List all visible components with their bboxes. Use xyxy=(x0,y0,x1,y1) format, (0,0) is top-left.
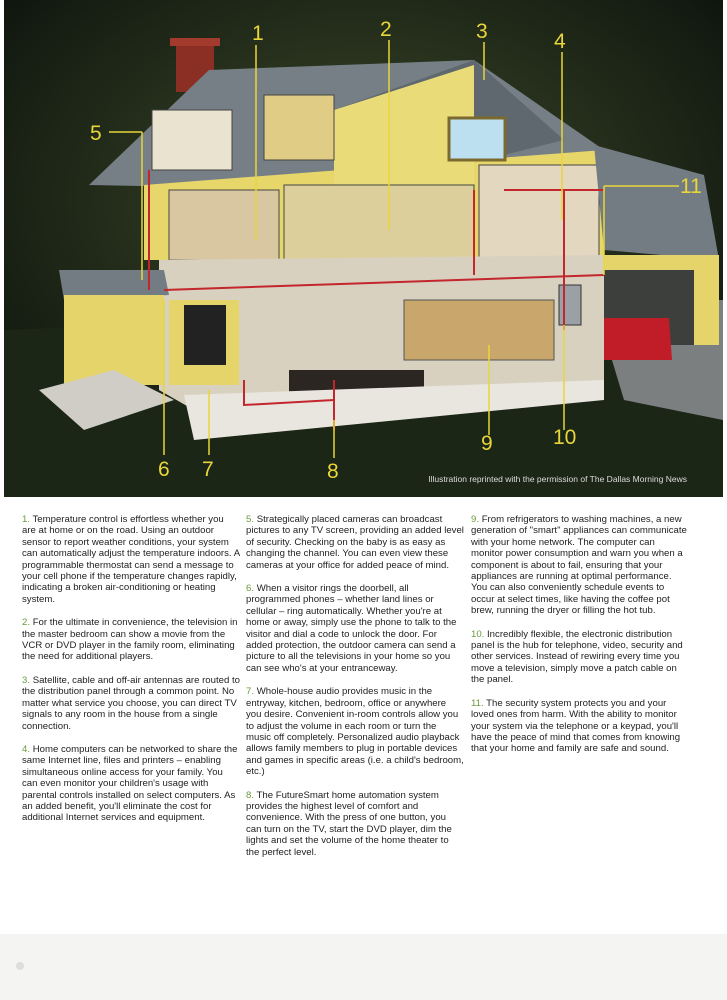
callout-5: 5 xyxy=(90,122,102,145)
callout-7: 7 xyxy=(202,458,214,481)
item-7: 7. Whole-house audio provides music in the entryway, kitchen, bedroom, office or anywhere you desire. Convenient in-room controls allow you to adjust the volume in each room or turn the music off completely. Personalized audio playback allows family members to plug in portable devices and games in specific areas (i.e. a child's bedroom, etc.) xyxy=(246,686,464,778)
text-column-1 xyxy=(22,514,240,836)
callout-6: 6 xyxy=(158,458,170,481)
item-5: 5. Strategically placed cameras can broadcast pictures to any TV screen, providing an added level of security. Checking on the baby is as easy as changing the channel. You can even view these cameras at your office for added peace of mind. xyxy=(246,514,464,571)
item-6: 6. When a visitor rings the doorbell, all programmed phones – whether land lines or cellular – ring automatically. Whether you're at home or away, simply use the phone to talk to the visitor and dial a code to unlock the door. For added protection, the outdoor camera can send a picture to all the televisions in your home so you can see who's at your entranceway. xyxy=(246,583,457,674)
page-footer-strip xyxy=(0,934,727,1000)
callout-8: 8 xyxy=(327,460,339,483)
red-car xyxy=(602,318,672,360)
page-mark xyxy=(16,962,24,970)
item-3: 3. Satellite, cable and off-air antennas are routed to the distribution panel through a common point. No matter what service you choose, you can direct TV signals to any room in the house from a single connection. xyxy=(22,674,240,732)
callout-9: 9 xyxy=(481,432,493,455)
illustration-credit: Illustration reprinted with the permission of The Dallas Morning News xyxy=(428,474,687,484)
item-2: 2. For the ultimate in convenience, the television in the master bedroom can show a movie from the VCR or DVD player in the family room, eliminating the need for additional players. xyxy=(22,617,238,663)
callout-10: 10 xyxy=(553,426,577,449)
item-11: 11. The security system protects you and your loved ones from harm. With the ability to monitor your system via the telephone or a keypad, you'll have the peace of mind that comes from knowing that your home and family are safe and sound. xyxy=(471,697,681,755)
callout-4: 4 xyxy=(554,30,566,53)
house-cutaway-drawing xyxy=(4,0,723,497)
text-column-3 xyxy=(471,514,689,767)
callout-1: 1 xyxy=(252,22,264,45)
item-10: 10. Incredibly flexible, the electronic distribution panel is the hub for telephone, video, security and other services. Instead of rewiring every time you move a television, simply move a patch cable on the panel. xyxy=(471,628,683,686)
callout-11: 11 xyxy=(680,175,702,198)
text-column-2 xyxy=(246,514,464,870)
callout-3: 3 xyxy=(476,20,488,43)
item-1: 1. Temperature control is effortless whether you are at home or on the road. Using an outdoor sensor to report weather conditions, your system can automatically adjust the temperature indoors. A programmable thermostat can send a message to your cell phone if the temperature changes rapidly, indicating a broken air-conditioning or heating system. xyxy=(22,514,240,605)
item-4: 4. Home computers can be networked to share the same Internet line, files and printers – enabling simultaneous online access for your family. You can even monitor your children's usage with parental controls installed on select computers. As an added benefit, you'll eliminate the cost for additional Internet services and equipment. xyxy=(22,743,238,824)
house-illustration xyxy=(4,0,723,497)
item-9: 9. From refrigerators to washing machines, a new generation of "smart" appliances can communicate with your home network. The computer can monitor power consumption and warn you when a component is about to fail, ensuring that your appliances are running at optimal performance. You can also conveniently schedule events to occur at select times, like having the coffee pot brew, running the dryer or filling the hot tub. xyxy=(471,514,687,617)
item-8: 8. The FutureSmart home automation system provides the highest level of comfort and convenience. With the press of one button, you can turn on the TV, start the DVD player, dim the lights and set the volume of the home theater to the perfect level. xyxy=(246,789,452,858)
callout-2: 2 xyxy=(380,18,392,41)
